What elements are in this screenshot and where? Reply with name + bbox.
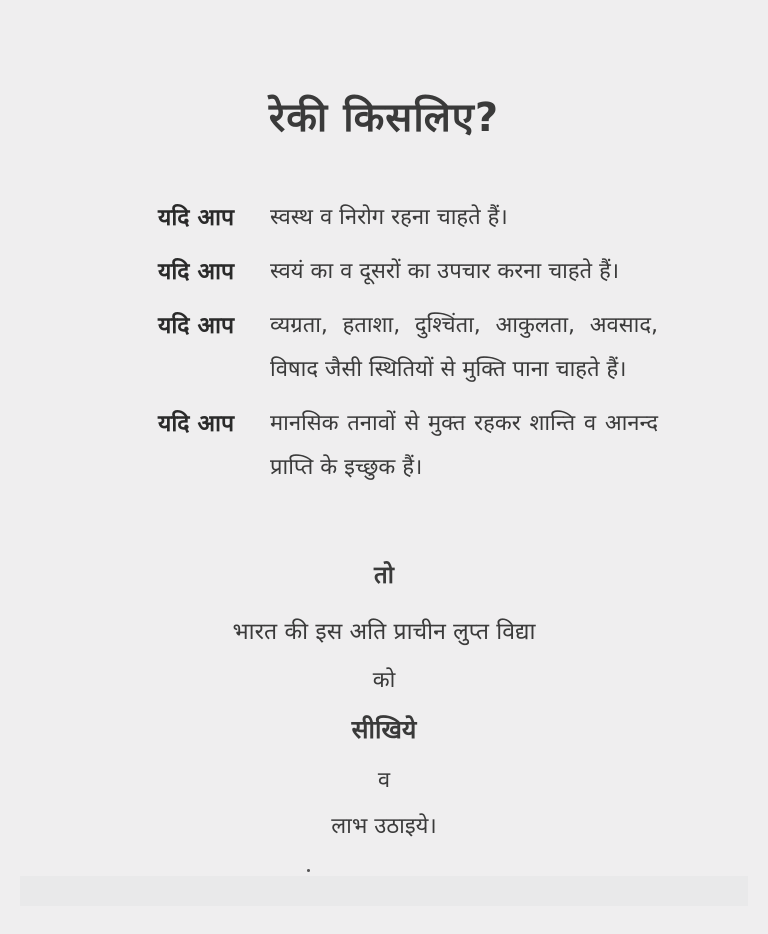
closing-line-to: तो [374, 561, 394, 589]
list-item [158, 196, 658, 240]
condition-list [158, 196, 658, 500]
item-text: स्वयं का व दूसरों का उपचार करना चाहते हैं। [270, 259, 620, 284]
closing-line-vidya: भारत की इस अति प्राचीन लुप्त विद्या [232, 619, 536, 645]
closing-line-seekhiye: सीखिये [351, 715, 417, 744]
scan-bottom-band [20, 876, 748, 906]
item-label: यदि आप [158, 205, 235, 231]
list-item [158, 250, 658, 294]
item-label: यदि आप [158, 411, 235, 437]
closing-line-va: व [377, 768, 391, 793]
closing-line-ko: को [372, 668, 396, 693]
scan-speck [307, 869, 310, 872]
item-text: मानसिक तनावों से मुक्त रहकर शान्ति व आनन्द प्राप्ति के इच्छुक हैं। [270, 411, 658, 480]
item-label: यदि आप [158, 313, 235, 339]
item-label: यदि आप [158, 259, 235, 285]
item-text: व्यग्रता, हताशा, दुश्चिंता, आकुलता, अवसाद, विषाद जैसी स्थितियों से मुक्ति पाना चाहते हैं। [270, 313, 658, 382]
closing-line-labh: लाभ उठाइये। [331, 814, 437, 839]
list-item [158, 304, 658, 392]
item-text: स्वस्थ व निरोग रहना चाहते हैं। [270, 205, 508, 230]
page-title: रेकी किसलिए? [268, 95, 500, 141]
list-item [158, 402, 658, 490]
